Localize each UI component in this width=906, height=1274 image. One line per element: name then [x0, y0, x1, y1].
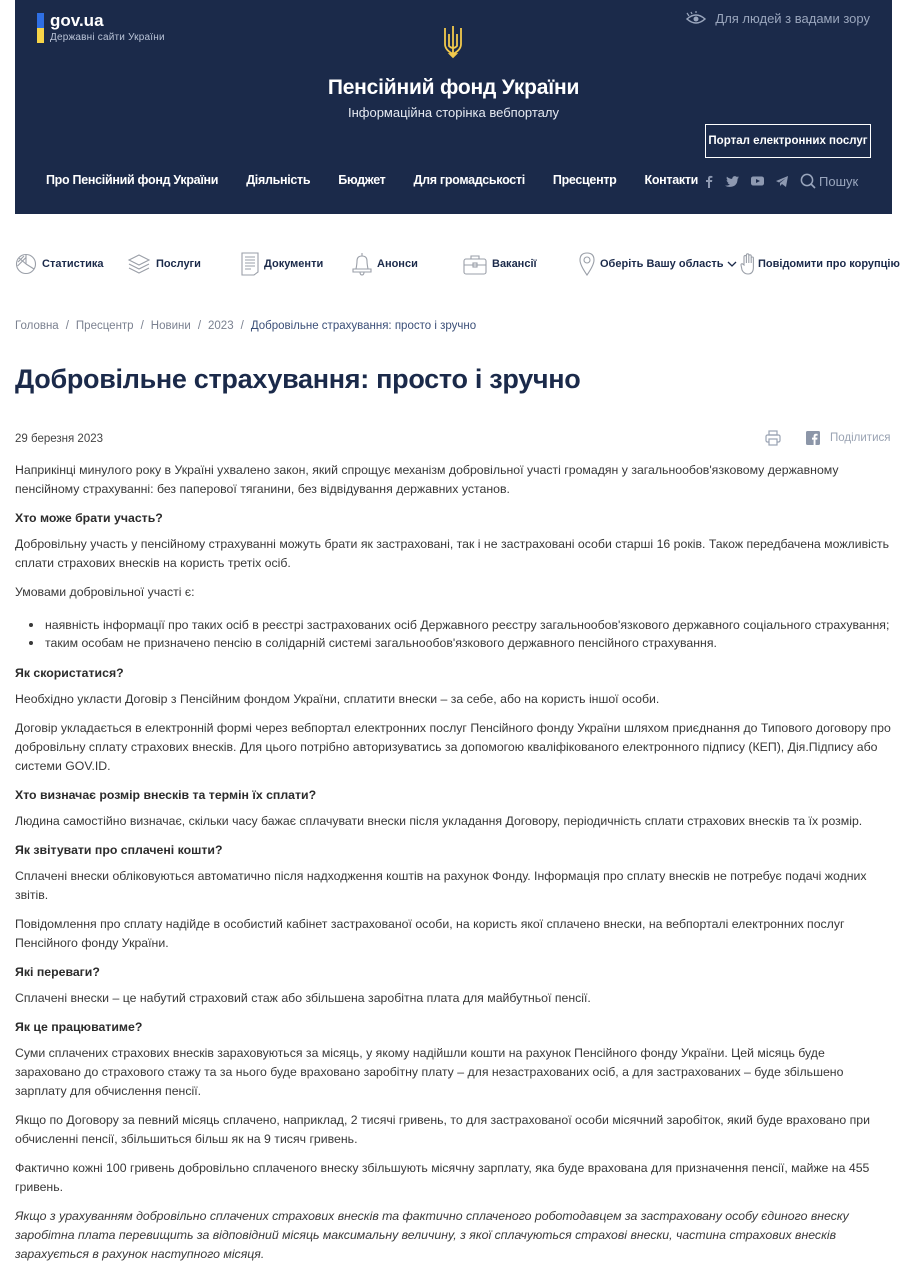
breadcrumb [15, 320, 476, 332]
pie-chart-icon [15, 253, 37, 275]
breadcrumb-separator: / [197, 320, 202, 332]
paragraph: Договір укладається в електронній формі через вебпортал електронних послуг Пенсійного фонду України шляхом приєднання до Типового договору про добровільну сплату страхових внесків. Для цього потрібно авторизуватись за допомогою кваліфікованого електронного підпису (КЕП), Дія.Підпису або системи GOV.ID. [15, 721, 891, 773]
quicknav-label: Вакансії [492, 258, 537, 270]
page-title: Добровільне страхування: просто і зручно [15, 364, 581, 394]
share-facebook-button[interactable] [806, 431, 890, 445]
quicknav-label: Послуги [156, 258, 201, 270]
site-title: Пенсійний фонд України [327, 76, 580, 99]
nav-item-contacts[interactable]: Контакти [644, 173, 699, 187]
breadcrumb-separator: / [140, 320, 144, 332]
document-icon [241, 252, 259, 276]
nav-item-about[interactable]: Про Пенсійний фонд України [46, 173, 219, 187]
paragraph: Фактично кожні 100 гривень добровільно сплаченого внеску збільшують місячну зарплату, яка буде врахована для призначення пенсії, майже на 455 гривень. [15, 1161, 870, 1194]
trident-emblem-icon [442, 24, 464, 58]
layers-icon [127, 253, 151, 275]
conditions-list [29, 616, 892, 652]
breadcrumb-news[interactable]: Новини [150, 320, 191, 332]
quicknav-label: Анонси [377, 258, 418, 270]
nav-item-press[interactable]: Пресцентр [552, 173, 617, 187]
facebook-icon[interactable] [705, 175, 713, 188]
location-pin-icon [579, 252, 595, 276]
printer-icon [765, 430, 781, 446]
breadcrumb-separator: / [240, 320, 244, 332]
accessibility-label: Для людей з вадами зору [715, 11, 870, 26]
paragraph: Сплачені внески – це набутий страховий стаж або збільшена заробітна плата для майбутньої пенсії. [15, 991, 591, 1005]
section-heading: Як звітувати про сплачені кошти? [15, 843, 223, 857]
telegram-icon[interactable] [776, 176, 788, 187]
breadcrumb-year[interactable]: 2023 [208, 320, 234, 332]
paragraph: Сплачені внески обліковуються автоматично після надходження коштів на рахунок Фонду. Інформація про сплату внесків не потребує подачі жодних звітів. [15, 869, 867, 902]
quicknav-label: Документи [264, 258, 324, 270]
youtube-icon[interactable] [751, 176, 764, 186]
list-item: наявність інформації про таких осіб в реєстрі застрахованих осіб Державного реєстру загальнообов'язкового державного соціального страхування; [29, 616, 892, 634]
quicknav-item-vacancies[interactable] [463, 252, 537, 276]
italic-note: Якщо з урахуванням добровільно сплачених страхових внесків та фактично сплаченого роботодавцем за застраховану особу єдиного внеску заробітна плата перевищить за відповідний місяць максимальну величину, з якої сплачуються страхові внески, частина страхових внесків зарахується в рахунок наступного місяця. [15, 1209, 849, 1261]
paragraph: Необхідно укласти Договір з Пенсійним фондом України, сплатити внески – за себе, або на користь іншої особи. [15, 692, 660, 706]
ukraine-flag-icon [37, 13, 44, 43]
article-intro: Наприкінці минулого року в Україні ухвалено закон, який спрощує механізм добровільної участі громадян у загальнообов'язковому державному пенсійному страхуванні: без паперової тяганини, без відвідування державних установ. [15, 463, 839, 496]
section-heading: Як це працюватиме? [15, 1020, 143, 1034]
paragraph: Умовами добровільної участі є: [15, 585, 195, 599]
quicknav-item-announcements[interactable] [352, 252, 418, 276]
section-heading: Хто може брати участь? [15, 511, 163, 525]
search-label: Пошук [819, 173, 859, 189]
briefcase-icon [463, 253, 487, 275]
nav-item-activity[interactable]: Діяльність [246, 173, 311, 187]
govua-brand: gov.ua [50, 11, 104, 30]
e-services-portal-button[interactable]: Портал електронних послуг [705, 124, 871, 158]
quicknav-label: Повідомити про корупцію [758, 258, 900, 270]
quicknav-item-services[interactable] [127, 252, 201, 276]
bell-icon [352, 252, 372, 276]
region-select[interactable] [579, 252, 737, 276]
nav-item-public[interactable]: Для громадськості [413, 173, 525, 187]
hand-icon [740, 253, 756, 275]
quicknav-item-report-corruption[interactable] [740, 252, 900, 276]
accessibility-link[interactable] [686, 11, 870, 26]
quick-nav [15, 252, 900, 276]
paragraph: Суми сплачених страхових внесків зараховуються за місяць, у якому надійшли кошти на рахунок Пенсійного фонду України. Цей місяць буде зараховано до страхового стажу та за нього буде враховано заробітну плату – для незастрахованих осіб, а для застрахованих – буде збільшено зарплату для обчислення пенсії. [15, 1046, 844, 1098]
paragraph: Якщо по Договору за певний місяць сплачено, наприклад, 2 тисячі гривень, то для застрахованої особи місячний заробіток, який буде враховано при обчисленні пенсії, збільшиться більш як на 9 тисяч гривень. [15, 1113, 870, 1146]
section-heading: Як скористатися? [15, 666, 124, 680]
facebook-icon [806, 431, 820, 445]
search-button[interactable] [800, 173, 858, 189]
breadcrumb-home[interactable]: Головна [15, 320, 59, 332]
quicknav-item-documents[interactable] [241, 252, 323, 276]
main-nav [46, 173, 726, 187]
breadcrumb-press[interactable]: Пресцентр [75, 320, 134, 332]
publish-date: 29 березня 2023 [15, 433, 104, 445]
section-heading: Хто визначає розмір внесків та термін їх сплати? [15, 788, 317, 802]
site-header [15, 0, 892, 214]
print-button[interactable] [765, 430, 781, 451]
list-item: таким особам не призначено пенсію в солідарній системі загальнообов'язкового державного пенсійного страхування. [29, 634, 892, 652]
breadcrumb-current: Добровільне страхування: просто і зручно [250, 320, 477, 332]
social-links [705, 173, 858, 189]
eye-icon [686, 13, 706, 25]
paragraph: Повідомлення про сплату надійде в особистий кабінет застрахованої особи, на користь якої сплачено внески, на вебпорталі електронних послуг Пенсійного фонду України. [15, 917, 845, 950]
quicknav-label: Статистика [42, 258, 104, 270]
govua-link[interactable] [37, 12, 165, 43]
paragraph: Добровільну участь у пенсійному страхуванні можуть брати як застраховані, так і не застраховані особи старші 16 років. Також передбачена можливість сплати страхових внесків на користь третіх осіб. [15, 537, 890, 570]
quicknav-label: Оберіть Вашу область [600, 258, 724, 270]
share-label: Поділитися [830, 432, 891, 444]
govua-subtitle: Державні сайти України [50, 32, 165, 43]
chevron-down-icon [727, 261, 737, 268]
paragraph: Людина самостійно визначає, скільки часу бажає сплачувати внески після укладання Договору, періодичність сплати страхових внесків та їх розмір. [15, 814, 863, 828]
twitter-icon[interactable] [725, 176, 739, 187]
section-heading: Які переваги? [15, 965, 100, 979]
quicknav-item-statistics[interactable] [15, 252, 104, 276]
site-subtitle: Інформаційна сторінка вебпорталу [347, 105, 559, 120]
nav-item-budget[interactable]: Бюджет [338, 173, 386, 187]
search-icon [800, 173, 816, 189]
breadcrumb-separator: / [65, 320, 69, 332]
article-body [15, 461, 892, 1274]
